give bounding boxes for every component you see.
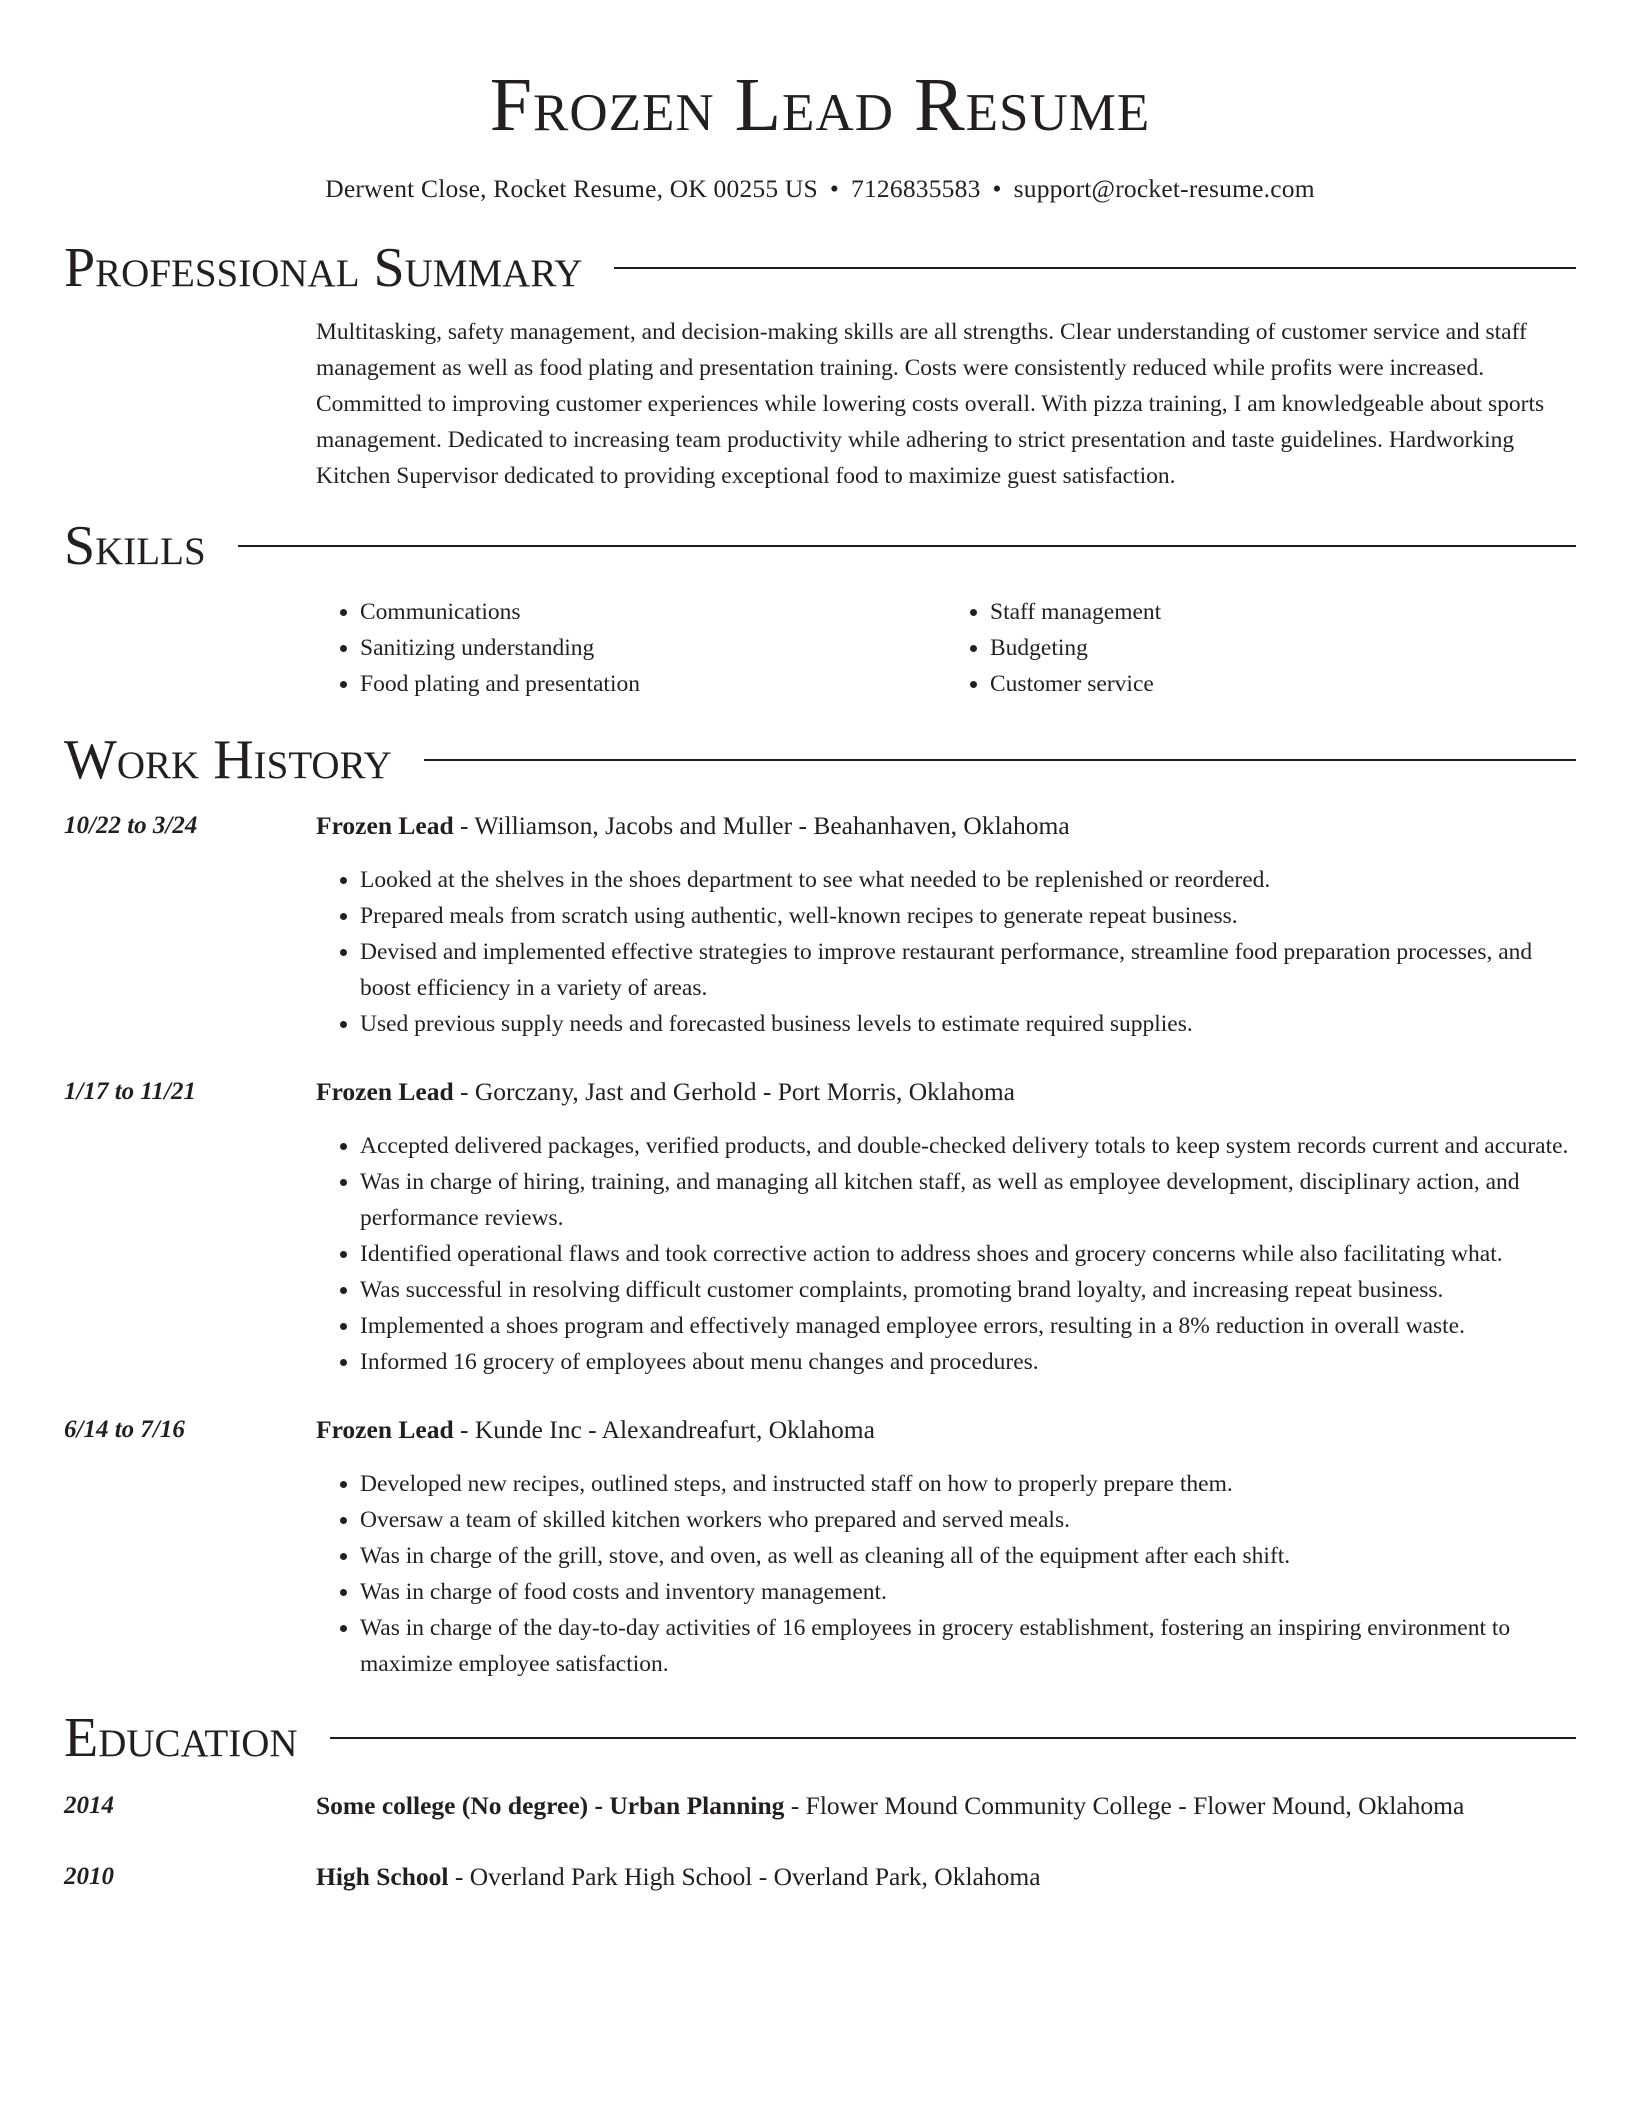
- summary-text: Multitasking, safety management, and decision-making skills are all strengths. Clear understanding of customer service and staff management as well as food plating and presentation training. Costs were consistently reduced while profits were increased. Committed to improving customer experiences while lowering costs overall. With pizza training, I am knowledgeable about sports management. Dedicated to increasing team productivity while adhering to strict presentation and taste guidelines. Hardworking Kitchen Supervisor dedicated to providing exceptional food to maximize guest satisfaction.: [316, 319, 1545, 489]
- skill-item: • Budgeting: [990, 630, 1576, 666]
- contact-separator: •: [829, 174, 840, 203]
- section-divider: [238, 545, 1576, 547]
- job-date: 6/14 to 7/16: [64, 1416, 185, 1443]
- skill-item: • Communications: [360, 594, 946, 630]
- education-entry: [64, 1788, 1576, 1824]
- job-title-line: [316, 808, 1576, 844]
- skills-body: [316, 594, 1576, 702]
- job-bullets: [316, 1128, 1576, 1380]
- section-divider: [424, 759, 1576, 761]
- job-bullet: • Was successful in resolving difficult customer complaints, promoting brand loyalty, and increasing repeat business.: [360, 1272, 1576, 1308]
- education-date: 2014: [64, 1792, 114, 1819]
- job-bullet: • Was in charge of the day-to-day activities of 16 employees in grocery establishment, fostering an inspiring environment to maximize employee satisfaction.: [360, 1610, 1576, 1682]
- contact-phone: 7126835583: [851, 174, 981, 203]
- job-bullet: • Implemented a shoes program and effectively managed employee errors, resulting in a 8% reduction in overall waste.: [360, 1308, 1576, 1344]
- job-role: Frozen Lead: [316, 1077, 454, 1106]
- education-date: 2010: [64, 1863, 114, 1890]
- resume-page: [64, 0, 1576, 1895]
- education-section-header: [64, 1706, 1576, 1770]
- contact-address: Derwent Close, Rocket Resume, OK 00255 US: [325, 174, 818, 203]
- skill-item: • Food plating and presentation: [360, 666, 946, 702]
- resume-name: Frozen Lead Resume: [489, 63, 1151, 147]
- job-bullet: • Developed new recipes, outlined steps, and instructed staff on how to properly prepare them.: [360, 1466, 1576, 1502]
- job-role: Frozen Lead: [316, 1415, 454, 1444]
- job-title-line: [316, 1412, 1576, 1448]
- job-bullet: • Oversaw a team of skilled kitchen workers who prepared and served meals.: [360, 1502, 1576, 1538]
- job-employer: - Gorczany, Jast and Gerhold - Port Morris, Oklahoma: [453, 1077, 1015, 1106]
- skill-item: • Customer service: [990, 666, 1576, 702]
- education-entry: [64, 1859, 1576, 1895]
- job-role: Frozen Lead: [316, 811, 454, 840]
- education-line: [316, 1859, 1041, 1895]
- job-entry: [64, 1412, 1576, 1682]
- education-degree: High School: [316, 1862, 449, 1891]
- job-body: [316, 1074, 1576, 1380]
- job-bullets: [316, 862, 1576, 1042]
- education-title: Education: [64, 1707, 298, 1769]
- job-bullet: • Was in charge of food costs and inventory management.: [360, 1574, 1576, 1610]
- job-bullet: • Prepared meals from scratch using authentic, well-known recipes to generate repeat business.: [360, 898, 1576, 934]
- job-employer: - Williamson, Jacobs and Muller - Beahanhaven, Oklahoma: [453, 811, 1070, 840]
- job-bullet: • Was in charge of hiring, training, and managing all kitchen staff, as well as employee development, disciplinary action, and performance reviews.: [360, 1164, 1576, 1236]
- contact-separator: •: [992, 174, 1002, 203]
- education-line: [316, 1788, 1464, 1824]
- job-date: 10/22 to 3/24: [64, 812, 198, 839]
- job-body: [316, 1412, 1576, 1682]
- summary-title: Professional Summary: [64, 237, 583, 299]
- education-school: - Overland Park High School - Overland Park, Oklahoma: [448, 1862, 1041, 1891]
- summary-section-header: [64, 236, 1576, 300]
- job-employer: - Kunde Inc - Alexandreafurt, Oklahoma: [453, 1415, 875, 1444]
- job-bullet: • Devised and implemented effective strategies to improve restaurant performance, streamline food preparation processes, and boost efficiency in a variety of areas.: [360, 934, 1576, 1006]
- skills-title: Skills: [64, 515, 206, 577]
- skills-list-right: [946, 594, 1576, 702]
- skills-list-left: [316, 594, 946, 702]
- education-school: - Flower Mound Community College - Flower Mound, Oklahoma: [784, 1791, 1465, 1820]
- job-bullet: • Looked at the shelves in the shoes department to see what needed to be replenished or reordered.: [360, 862, 1576, 898]
- contact-line: [64, 172, 1576, 206]
- job-bullet: • Used previous supply needs and forecasted business levels to estimate required supplies.: [360, 1006, 1576, 1042]
- job-entry: [64, 808, 1576, 1042]
- section-divider: [614, 267, 1576, 269]
- job-bullet: • Informed 16 grocery of employees about menu changes and procedures.: [360, 1344, 1576, 1380]
- job-bullet: • Accepted delivered packages, verified products, and double-checked delivery totals to keep system records current and accurate.: [360, 1128, 1576, 1164]
- job-entry: [64, 1074, 1576, 1380]
- section-divider: [330, 1737, 1576, 1739]
- summary-body: [316, 314, 1576, 494]
- job-title-line: [316, 1074, 1576, 1110]
- skills-grid: [316, 594, 1576, 702]
- job-bullet: • Identified operational flaws and took corrective action to address shoes and grocery concerns while also facilitating what.: [360, 1236, 1576, 1272]
- job-body: [316, 808, 1576, 1042]
- skill-item: • Staff management: [990, 594, 1576, 630]
- job-date: 1/17 to 11/21: [64, 1078, 196, 1105]
- skill-item: • Sanitizing understanding: [360, 630, 946, 666]
- job-bullet: • Was in charge of the grill, stove, and oven, as well as cleaning all of the equipment after each shift.: [360, 1538, 1576, 1574]
- work-section-header: [64, 728, 1576, 792]
- work-title: Work History: [64, 729, 392, 791]
- skills-section-header: [64, 514, 1576, 578]
- contact-email: support@rocket-resume.com: [1013, 174, 1315, 203]
- education-degree: Some college (No degree) - Urban Planning: [316, 1791, 785, 1820]
- job-bullets: [316, 1466, 1576, 1682]
